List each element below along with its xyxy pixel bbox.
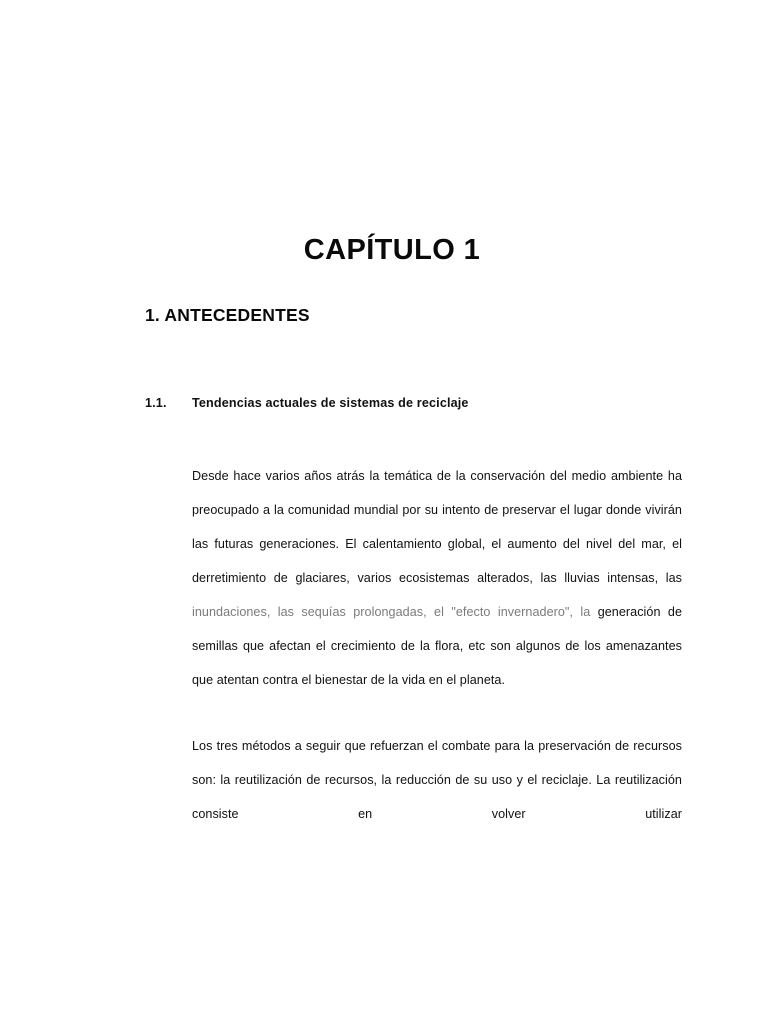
- chapter-title-text: CAPÍTULO 1: [303, 234, 481, 266]
- subsection-number: 1.1.: [145, 396, 167, 410]
- subsection-heading: [145, 396, 469, 410]
- subsection-title: Tendencias actuales de sistemas de reciclaje: [192, 396, 469, 410]
- paragraph-2: Los tres métodos a seguir que refuerzan el combate para la preservación de recursos son: la reutilización de recursos, la reducción de su uso y el reciclaje. La reutilización consiste en volver utilizar: [192, 739, 682, 821]
- paragraph-1-segment-2: generación de semillas que afectan el crecimiento de la flora, etc son algunos de los amenazantes que atentan contra el bienestar de la vida en el planeta.: [192, 605, 683, 687]
- paragraph-1-segment-1: Desde hace varios años atrás la temática de la conservación del medio ambiente ha preocupado a la comunidad mundial por su intento de preservar el lugar donde vivirán las futuras generaciones. El calentamiento global, el aumento del nivel del mar, el derretimiento de glaciares, varios ecosistemas alterados, las lluvias intensas, las: [192, 469, 682, 585]
- body-text-block: [192, 459, 682, 865]
- paragraph-1-faded-line: inundaciones, las sequías prolongadas, el "efecto invernadero", la: [192, 605, 598, 619]
- chapter-title: [0, 234, 768, 267]
- paragraph-1: [192, 459, 682, 697]
- section-heading: 1. ANTECEDENTES: [145, 305, 310, 325]
